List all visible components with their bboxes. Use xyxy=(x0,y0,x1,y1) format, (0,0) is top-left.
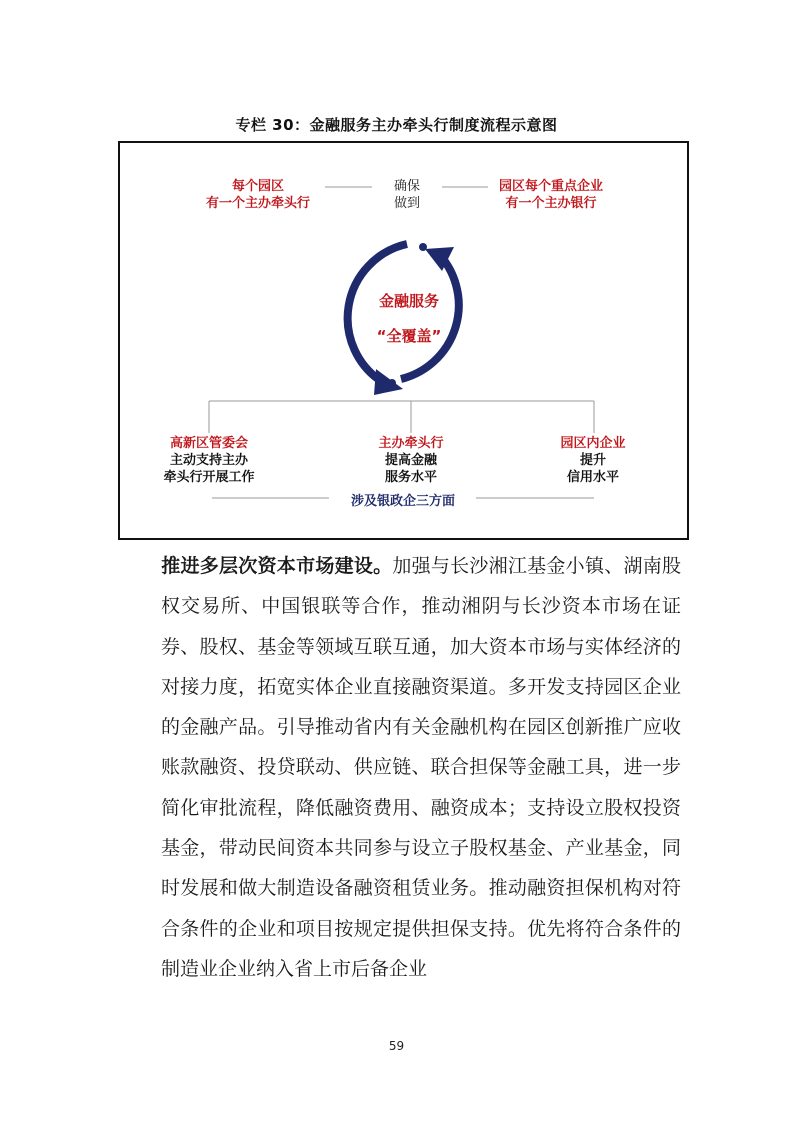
top-center-label xyxy=(376,178,438,212)
top-right-label xyxy=(486,178,616,212)
body-paragraph xyxy=(161,546,681,989)
bottom-left-title: 高新区管委会 xyxy=(169,436,248,451)
bottom-center-line2: 服务水平 xyxy=(384,470,437,485)
center-title: 金融服务 xyxy=(378,292,439,310)
paragraph-text: 加强与长沙湘江基金小镇、湖南股权交易所、中国银联等合作，推动湘阴与长沙资本市场在证券、股权、基金等领域互联互通，加大资本市场与实体经济的对接力度，拓宽实体企业直接融资渠道。多开发支持园区企业的金融产品。引导推动省内有关金融机构在园区创新推广应收账款融资、投贷联动、供应链、联合担保等金融工具，进一步简化审批流程，降低融资费用、融资成本；支持设立股权投资基金，带动民间资本共同参与设立子股权基金、产业基金，同时发展和做大制造设备融资租赁业务。推动融资担保机构对符合条件的企业和项目按规定提供担保支持。优先将符合条件的制造业企业纳入省上市后备企业 xyxy=(161,555,681,980)
bottom-dot xyxy=(388,379,396,387)
paragraph-lead: 推进多层次资本市场建设。 xyxy=(161,555,393,577)
center-subtitle: “全覆盖” xyxy=(376,327,442,345)
figure-caption: 专栏 30：金融服务主办牵头行制度流程示意图 xyxy=(235,116,558,134)
bottom-left-line2: 牵头行开展工作 xyxy=(163,470,255,485)
flow-diagram xyxy=(118,141,689,540)
bottom-center-title: 主办牵头行 xyxy=(378,436,444,451)
left-circular-arrow xyxy=(348,244,407,383)
top-right-line1: 园区每个重点企业 xyxy=(498,179,603,194)
bottom-right-label xyxy=(540,435,646,486)
bottom-right-line2: 信用水平 xyxy=(566,470,619,485)
top-right-line2: 有一个主办银行 xyxy=(505,196,597,211)
right-circular-arrow xyxy=(401,253,459,379)
top-dot xyxy=(419,243,427,251)
footer-label: 涉及银政企三方面 xyxy=(350,494,455,509)
bottom-left-line1: 主动支持主办 xyxy=(169,453,248,468)
top-left-line1: 每个园区 xyxy=(231,179,284,194)
page-number: 59 xyxy=(388,1039,405,1053)
top-center-line1: 确保 xyxy=(393,179,420,194)
bottom-center-line1: 提高金融 xyxy=(384,453,437,468)
bottom-center-label xyxy=(358,435,464,486)
top-left-label xyxy=(194,178,322,212)
bottom-right-line1: 提升 xyxy=(579,453,606,468)
bottom-right-title: 园区内企业 xyxy=(560,436,626,451)
top-center-line2: 做到 xyxy=(393,196,420,211)
bottom-left-label xyxy=(150,435,268,486)
top-left-line2: 有一个主办牵头行 xyxy=(205,196,310,211)
